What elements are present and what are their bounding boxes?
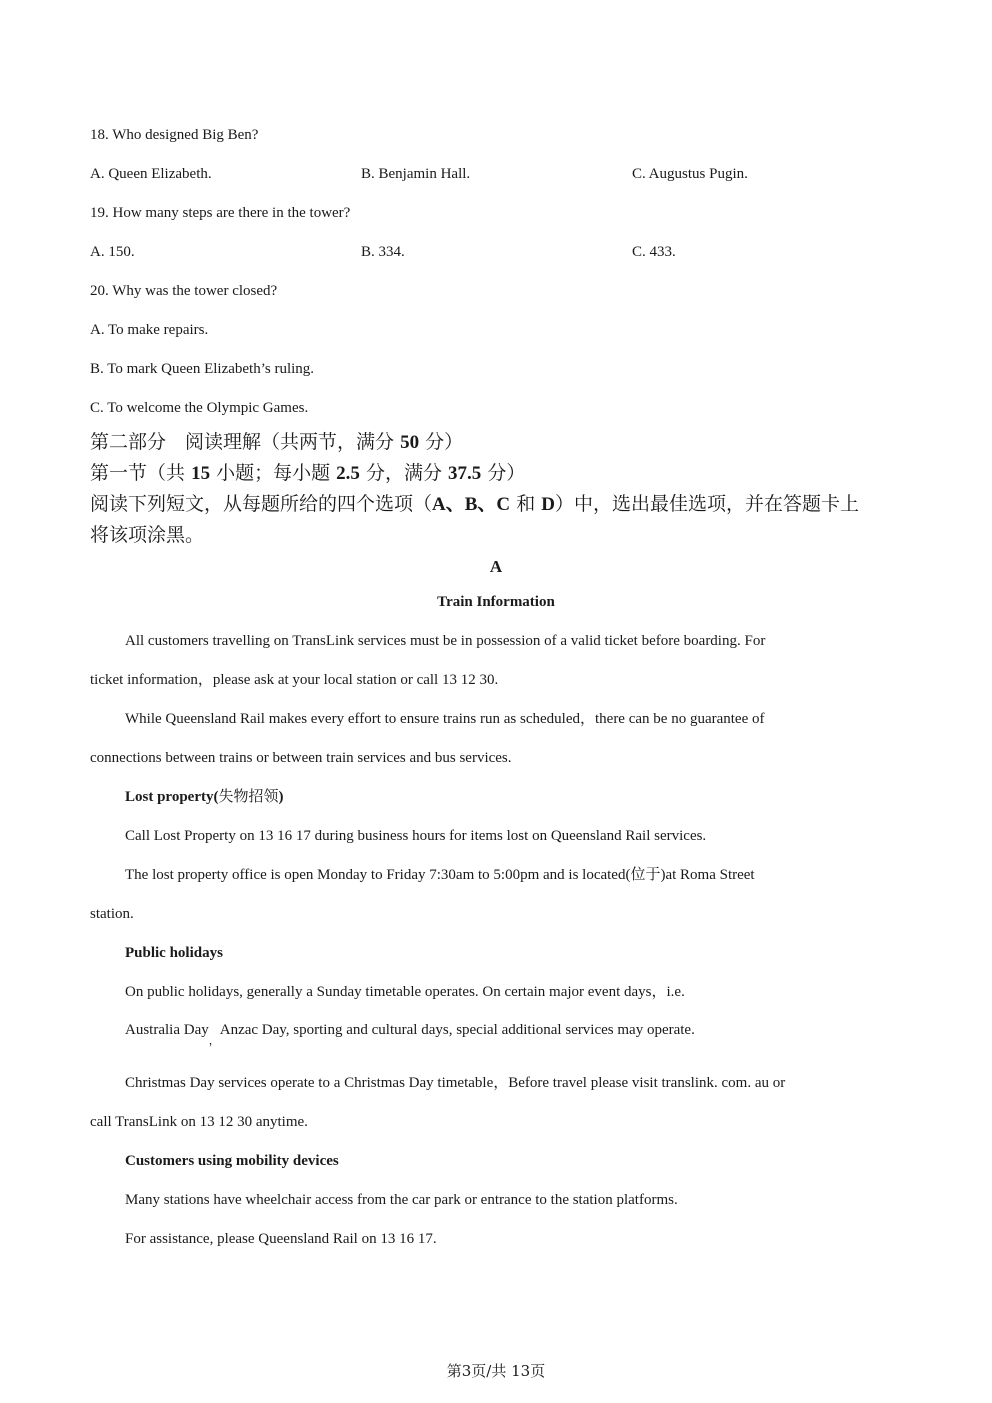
question-20-option-b: B. To mark Queen Elizabeth’s ruling. bbox=[90, 361, 315, 377]
subsection-text-c: 分，满分 bbox=[365, 462, 442, 484]
lost-property-heading-text: Lost property( bbox=[125, 789, 219, 805]
question-18-option-c: C. Augustus Pugin. bbox=[632, 166, 748, 182]
mobility-line-1: Many stations have wheelchair access from the car park or entrance to the station platforms. bbox=[125, 1192, 678, 1208]
lost-property-heading bbox=[125, 787, 283, 807]
question-20-option-a: A. To make repairs. bbox=[90, 322, 209, 338]
subsection-text-d: 分） bbox=[487, 462, 526, 484]
mobility-line-2: For assistance, please Queensland Rail on 13 16 17. bbox=[125, 1231, 437, 1247]
question-18-stem: 18. Who designed Big Ben? bbox=[90, 127, 259, 143]
mobility-heading: Customers using mobility devices bbox=[125, 1153, 339, 1169]
question-19-stem: 19. How many steps are there in the tower? bbox=[90, 205, 351, 221]
public-holidays-comma: ， bbox=[208, 1035, 220, 1047]
lost-property-line-3: station. bbox=[90, 906, 134, 922]
subsection-text-a: 第一节（共 bbox=[90, 462, 186, 484]
passage-letter: A bbox=[489, 557, 503, 576]
question-19-option-b: B. 334. bbox=[361, 244, 405, 260]
page-number: 第3页/共 13页 bbox=[446, 1362, 546, 1380]
question-18-option-a: A. Queen Elizabeth. bbox=[90, 166, 212, 182]
instructions-text-b: ）中，选出最佳选项，并在答题卡上 bbox=[554, 493, 859, 515]
lost-property-heading-cn: 失物招领 bbox=[218, 789, 279, 805]
instructions-line-2: 将该项涂黑。 bbox=[90, 524, 205, 546]
public-holidays-line-2 bbox=[125, 1020, 695, 1047]
public-holidays-heading: Public holidays bbox=[125, 945, 223, 961]
subsection-each-score: 2.5 bbox=[336, 463, 360, 484]
public-holidays-line-1: On public holidays, generally a Sunday timetable operates. On certain major event days，i.e. bbox=[125, 984, 685, 1000]
subsection-text-b: 小题；每小题 bbox=[216, 462, 331, 484]
question-20-stem: 20. Why was the tower closed? bbox=[90, 283, 278, 299]
subsection-count: 15 bbox=[191, 463, 211, 484]
instructions-text-a: 阅读下列短文，从每题所给的四个选项（ bbox=[90, 493, 433, 515]
paragraph-2-line-2: connections between trains or between train services and bus services. bbox=[90, 750, 512, 766]
section-score: 50 bbox=[400, 432, 420, 453]
instructions-letters-2: D bbox=[541, 494, 555, 515]
instructions-letters-1: A、B、C bbox=[432, 494, 511, 515]
section-heading-text-a: 第二部分 阅读理解（共两节，满分 bbox=[90, 431, 395, 453]
lost-property-line-1: Call Lost Property on 13 16 17 during business hours for items lost on Queensland Rail services. bbox=[125, 828, 707, 844]
paragraph-1-line-2: ticket information，please ask at your local station or call 13 12 30. bbox=[90, 672, 499, 688]
question-18-option-b: B. Benjamin Hall. bbox=[361, 166, 471, 182]
section-heading-text-b: 分） bbox=[425, 431, 464, 453]
instructions-and: 和 bbox=[516, 493, 536, 515]
public-holidays-australia-day: Australia Day bbox=[125, 1022, 209, 1038]
paragraph-2-line-1: While Queensland Rail makes every effort to ensure trains run as scheduled，there can be no guarantee of bbox=[125, 711, 765, 727]
lost-property-line-2: The lost property office is open Monday to Friday 7:30am to 5:00pm and is located(位于)at Roma Street bbox=[125, 867, 755, 883]
public-holidays-anzac-day: Anzac Day, sporting and cultural days, special additional services may operate. bbox=[219, 1022, 695, 1038]
christmas-line-2: call TransLink on 13 12 30 anytime. bbox=[90, 1114, 308, 1130]
instructions-line-1 bbox=[90, 491, 859, 518]
subsection-total-score: 37.5 bbox=[448, 463, 482, 484]
section-heading bbox=[90, 429, 463, 456]
question-19-option-c: C. 433. bbox=[632, 244, 676, 260]
passage-title: Train Information bbox=[437, 594, 555, 610]
lost-property-heading-end: ) bbox=[278, 789, 284, 805]
subsection-heading bbox=[90, 460, 525, 487]
christmas-line-1: Christmas Day services operate to a Christmas Day timetable，Before travel please visit translink. com. au or bbox=[125, 1075, 786, 1091]
question-19-option-a: A. 150. bbox=[90, 244, 135, 260]
question-20-option-c: C. To welcome the Olympic Games. bbox=[90, 400, 309, 416]
paragraph-1-line-1: All customers travelling on TransLink services must be in possession of a valid ticket before boarding. For bbox=[125, 633, 766, 649]
